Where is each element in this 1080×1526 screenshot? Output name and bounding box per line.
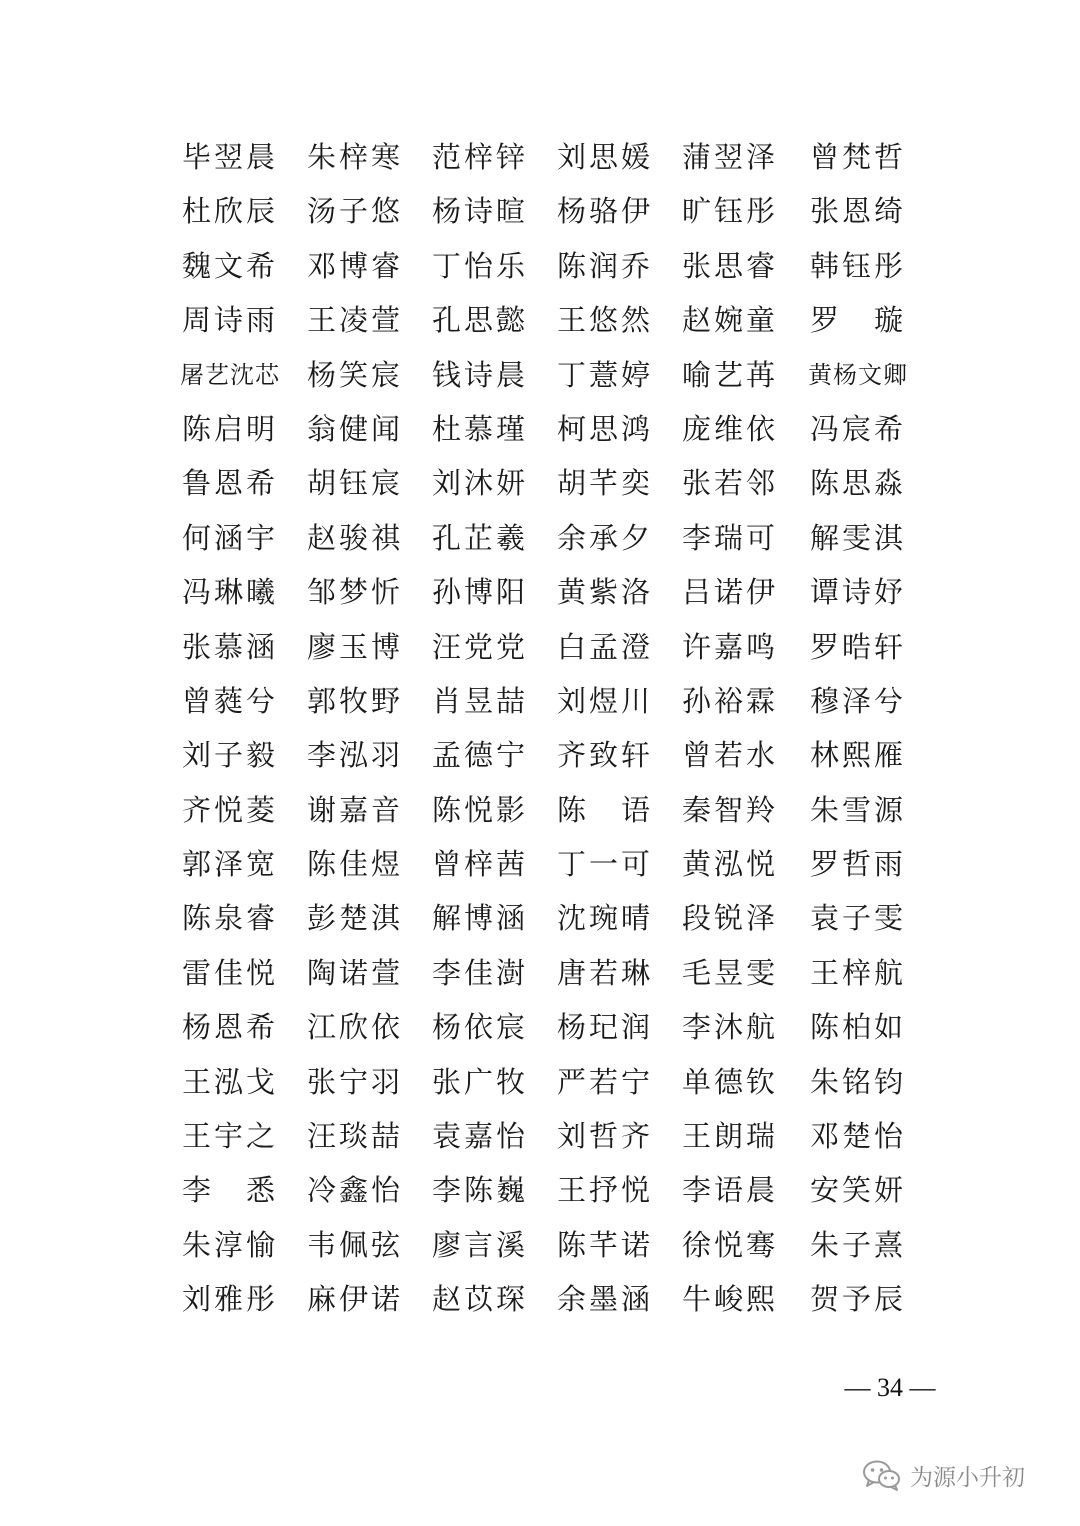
name-row <box>0 1109 1080 1163</box>
student-name: 齐悦菱 <box>181 792 278 827</box>
student-name: 孙博阳 <box>431 575 528 610</box>
student-name: 杨玘润 <box>556 1010 653 1045</box>
student-name: 袁嘉怡 <box>431 1119 528 1154</box>
student-name: 钱诗晨 <box>431 357 528 392</box>
student-name: 林熙雁 <box>809 738 906 773</box>
student-name: 刘子毅 <box>181 738 278 773</box>
name-row <box>0 456 1080 510</box>
name-list <box>0 130 1080 1327</box>
student-name: 张思睿 <box>681 248 778 283</box>
student-name: 麻伊诺 <box>306 1282 403 1317</box>
student-name: 王宇之 <box>181 1119 278 1154</box>
wechat-icon <box>862 1458 902 1492</box>
student-name: 孔思懿 <box>431 303 528 338</box>
student-name: 杨依宸 <box>431 1010 528 1045</box>
student-name: 李佳澍 <box>431 955 528 990</box>
name-row <box>0 946 1080 1000</box>
student-name: 郭泽宽 <box>181 847 278 882</box>
student-name: 杨恩希 <box>181 1010 278 1045</box>
student-name: 雷佳悦 <box>181 955 278 990</box>
student-name: 韩钰彤 <box>809 248 906 283</box>
name-row <box>0 184 1080 238</box>
student-name: 徐悦骞 <box>681 1227 778 1262</box>
student-name: 柯思鸿 <box>556 411 653 446</box>
student-name: 蒲翌泽 <box>681 140 778 174</box>
student-name: 郭牧野 <box>306 683 403 718</box>
student-name: 白孟澄 <box>556 629 653 664</box>
student-name: 魏文希 <box>181 248 278 283</box>
student-name: 廖言溪 <box>431 1227 528 1262</box>
student-name: 邓博睿 <box>306 248 403 283</box>
student-name: 邹梦忻 <box>306 575 403 610</box>
student-name: 汪琰喆 <box>306 1119 403 1154</box>
student-name: 翁健闻 <box>306 411 403 446</box>
student-name: 孔芷羲 <box>431 520 528 555</box>
student-name: 毕翌晨 <box>181 140 278 174</box>
name-row <box>0 674 1080 728</box>
student-name: 穆泽兮 <box>809 683 906 718</box>
student-name: 丁怡乐 <box>431 248 528 283</box>
student-name: 孟德宁 <box>431 738 528 773</box>
student-name: 汤子悠 <box>306 194 403 229</box>
student-name: 肖昱喆 <box>431 683 528 718</box>
student-name: 段锐泽 <box>681 901 778 936</box>
student-name: 刘雅彤 <box>181 1282 278 1317</box>
student-name: 陈泉睿 <box>181 901 278 936</box>
student-name: 安笑妍 <box>809 1173 906 1208</box>
student-name: 彭楚淇 <box>306 901 403 936</box>
student-name: 李泓羽 <box>306 738 403 773</box>
student-name: 李语晨 <box>681 1173 778 1208</box>
student-name: 赵婉童 <box>681 303 778 338</box>
watermark <box>862 1455 1025 1495</box>
student-name: 陈芊诺 <box>556 1227 653 1262</box>
student-name: 袁子雯 <box>809 901 906 936</box>
name-row <box>0 511 1080 565</box>
student-name: 杜欣辰 <box>181 194 278 229</box>
student-name: 王朗瑞 <box>681 1119 778 1154</box>
student-name: 黄紫洛 <box>556 575 653 610</box>
name-row <box>0 130 1080 184</box>
student-name: 黄杨文卿 <box>808 360 908 389</box>
student-name: 陈思淼 <box>809 466 906 501</box>
student-name: 陈润乔 <box>556 248 653 283</box>
student-name: 余承夕 <box>556 520 653 555</box>
student-name: 李瑞可 <box>681 520 778 555</box>
student-name: 鲁恩希 <box>181 466 278 501</box>
student-name: 谢嘉音 <box>306 792 403 827</box>
student-name: 李沐航 <box>681 1010 778 1045</box>
student-name: 朱子熹 <box>809 1227 906 1262</box>
name-row <box>0 1055 1080 1109</box>
student-name: 罗 璇 <box>809 303 906 338</box>
student-name: 杨笑宸 <box>306 357 403 392</box>
student-name: 曾梓茜 <box>431 847 528 882</box>
name-row <box>0 1163 1080 1217</box>
student-name: 屠艺沈芯 <box>180 360 280 389</box>
student-name: 刘沐妍 <box>431 466 528 501</box>
student-name: 丁一可 <box>556 847 653 882</box>
name-row <box>0 620 1080 674</box>
student-name: 王悠然 <box>556 303 653 338</box>
student-name: 朱雪源 <box>809 792 906 827</box>
student-name: 严若宁 <box>556 1064 653 1099</box>
student-name: 冯宸希 <box>809 411 906 446</box>
student-name: 陈启明 <box>181 411 278 446</box>
student-name: 胡芊奕 <box>556 466 653 501</box>
student-name: 余墨涵 <box>556 1282 653 1317</box>
student-name: 单德钦 <box>681 1064 778 1099</box>
student-name: 解雯淇 <box>809 520 906 555</box>
name-row <box>0 402 1080 456</box>
student-name: 陈柏如 <box>809 1010 906 1045</box>
student-name: 陶诺萱 <box>306 955 403 990</box>
name-row <box>0 348 1080 402</box>
student-name: 胡钰宸 <box>306 466 403 501</box>
student-name: 罗晧轩 <box>809 629 906 664</box>
student-name: 贺予辰 <box>809 1282 906 1317</box>
student-name: 沈琬晴 <box>556 901 653 936</box>
student-name: 喻艺苒 <box>681 357 778 392</box>
student-name: 陈佳煜 <box>306 847 403 882</box>
watermark-text: 为源小升初 <box>910 1464 1025 1491</box>
student-name: 李陈巍 <box>431 1173 528 1208</box>
student-name: 赵苡琛 <box>431 1282 528 1317</box>
student-name: 张恩绮 <box>809 194 906 229</box>
student-name: 齐致轩 <box>556 738 653 773</box>
student-name: 陈悦影 <box>431 792 528 827</box>
student-name: 黄泓悦 <box>681 847 778 882</box>
student-name: 冷鑫怡 <box>306 1173 403 1208</box>
student-name: 朱铭钧 <box>809 1064 906 1099</box>
student-name: 丁薏婷 <box>556 357 653 392</box>
student-name: 何涵宇 <box>181 520 278 555</box>
student-name: 韦佩弦 <box>306 1227 403 1262</box>
name-row <box>0 565 1080 619</box>
student-name: 罗哲雨 <box>809 847 906 882</box>
student-name: 唐若琳 <box>556 955 653 990</box>
name-row <box>0 728 1080 782</box>
student-name: 张若邻 <box>681 466 778 501</box>
student-name: 朱淳愉 <box>181 1227 278 1262</box>
student-name: 刘煜川 <box>556 683 653 718</box>
student-name: 张广牧 <box>431 1064 528 1099</box>
name-row <box>0 239 1080 293</box>
student-name: 杨骆伊 <box>556 194 653 229</box>
student-name: 刘思媛 <box>556 140 653 174</box>
name-row <box>0 1272 1080 1326</box>
student-name: 邓楚怡 <box>809 1119 906 1154</box>
student-name: 王泓戈 <box>181 1064 278 1099</box>
student-name: 杨诗暄 <box>431 194 528 229</box>
student-name: 牛峻熙 <box>681 1282 778 1317</box>
student-name: 秦智羚 <box>681 792 778 827</box>
student-name: 陈 语 <box>556 792 653 827</box>
student-name: 王抒悦 <box>556 1173 653 1208</box>
student-name: 张宁羽 <box>306 1064 403 1099</box>
student-name: 许嘉鸣 <box>681 629 778 664</box>
student-name: 曾若水 <box>681 738 778 773</box>
student-name: 范梓锌 <box>431 140 528 174</box>
name-row <box>0 1000 1080 1054</box>
student-name: 王梓航 <box>809 955 906 990</box>
student-name: 庞维依 <box>681 411 778 446</box>
student-name: 谭诗妤 <box>809 575 906 610</box>
student-name: 廖玉博 <box>306 629 403 664</box>
student-name: 周诗雨 <box>181 303 278 338</box>
name-row <box>0 783 1080 837</box>
student-name: 江欣依 <box>306 1010 403 1045</box>
student-name: 刘哲齐 <box>556 1119 653 1154</box>
student-name: 孙裕霖 <box>681 683 778 718</box>
student-name: 毛昱雯 <box>681 955 778 990</box>
student-name: 曾蕤兮 <box>181 683 278 718</box>
student-name: 冯琳曦 <box>181 575 278 610</box>
student-name: 张慕涵 <box>181 629 278 664</box>
name-row <box>0 891 1080 945</box>
student-name: 杜慕瑾 <box>431 411 528 446</box>
student-name: 王凌萱 <box>306 303 403 338</box>
page-number: — 34 — <box>844 1373 936 1402</box>
student-name: 吕诺伊 <box>681 575 778 610</box>
student-name: 赵骏祺 <box>306 520 403 555</box>
student-name: 朱梓寒 <box>306 140 403 174</box>
student-name: 解博涵 <box>431 901 528 936</box>
name-row <box>0 1218 1080 1272</box>
student-name: 汪党党 <box>431 629 528 664</box>
name-row <box>0 837 1080 891</box>
name-row <box>0 293 1080 347</box>
student-name: 曾梵哲 <box>809 140 906 174</box>
student-name: 旷钰彤 <box>681 194 778 229</box>
student-name: 李 悉 <box>181 1173 278 1208</box>
